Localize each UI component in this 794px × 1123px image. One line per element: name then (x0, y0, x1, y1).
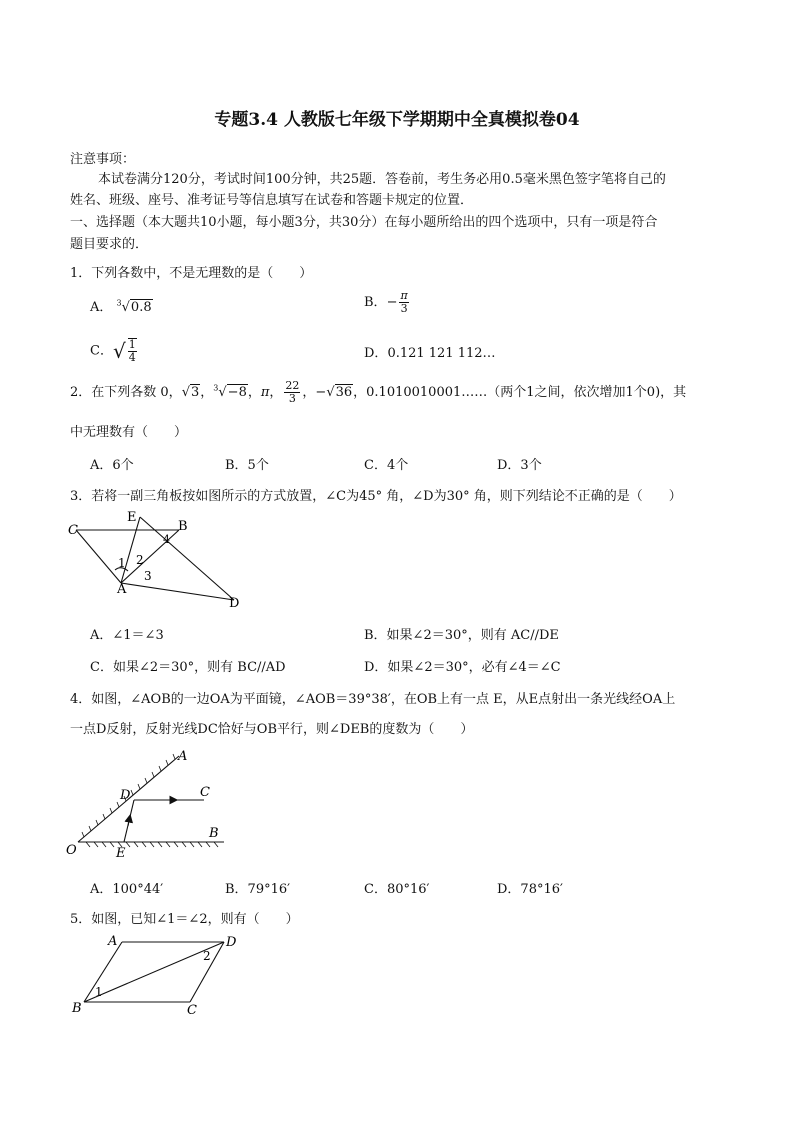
q2-stem-line-1: 2．在下列各数 0，√3，$^3$√−8，π， $\frac{22}{3}$ ，−√36，0.1010010001……（两个1之间，依次增加1个0)，其 (70, 379, 687, 405)
q3-option-d: D．如果∠2＝30°，必有∠4＝∠C (364, 660, 561, 675)
fig4-label-b: B (209, 826, 219, 841)
q2-option-d: D．3个 (497, 458, 542, 473)
notice-line-1: 本试卷满分120分，考试时间100分钟，共25题．答卷前，考生务必用0.5毫米黑色签字笔将自己的 (98, 172, 666, 187)
fig3-angle-4: 4 (163, 533, 170, 546)
fig3-angle-2: 2 (136, 553, 144, 567)
fig3-label-e: E (127, 510, 137, 525)
q2-option-c: C．4个 (364, 458, 409, 473)
q3-option-c: C．如果∠2＝30°，则有 BC//AD (90, 660, 286, 675)
q1-option-c-numerator: 1 (128, 338, 136, 351)
q1-option-b-label: B． (364, 295, 387, 310)
q2-fraction (284, 380, 300, 405)
fig5-label-d: D (226, 935, 237, 950)
q4-option-d: D．78°16′ (497, 882, 563, 897)
q4-mirror-figure (64, 748, 234, 863)
radical-sign: √ (112, 339, 126, 363)
fig4-label-e: E (116, 846, 126, 861)
fig5-label-a: A (108, 934, 118, 949)
q5-stem: 5．如图，已知∠1＝∠2，则有（ ） (70, 912, 299, 927)
section-heading-line-2: 题目要求的． (70, 237, 149, 252)
q2-pi: π (260, 385, 270, 400)
q1-option-a-label: A． (90, 300, 113, 315)
q3-option-a: A．∠1＝∠3 (90, 628, 164, 643)
q1-option-c-fraction (128, 338, 137, 364)
q3-option-b: B．如果∠2＝30°，则有 AC//DE (364, 628, 559, 643)
q4-option-c: C．80°16′ (364, 882, 430, 897)
q1-option-c-denominator: 4 (128, 351, 136, 364)
fig3-angle-1: 1 (118, 556, 126, 570)
q1-option-d (364, 342, 496, 361)
fig3-label-a: A (117, 582, 127, 597)
q3-triangle-figure (66, 508, 256, 613)
q2-option-b: B．5个 (225, 458, 269, 473)
q1-option-d-value: 0.121 121 112… (387, 346, 496, 361)
q2-stem-tail: ，0.1010010001……（两个1之间，依次增加1个0)，其 (353, 385, 687, 400)
notice-heading: 注意事项： (70, 152, 136, 167)
q1-option-b-denominator: 3 (400, 302, 408, 315)
q1-option-c-label: C． (90, 343, 113, 359)
q1-option-b: B．− $\frac{\pi}{3}$ (364, 289, 408, 315)
q2-stem-prefix: 2．在下列各数 0， (70, 385, 182, 400)
q1-stem: 1．下列各数中，不是无理数的是（ ） (70, 266, 313, 281)
q4-stem-line-2: 一点D反射，反射光线DC恰好与OB平行，则∠DEB的度数为（ ） (70, 722, 474, 737)
q1-option-b-numerator: π (400, 289, 408, 302)
notice-line-2: 姓名、班级、座号、准考证号等信息填写在试卷和答题卡规定的位置． (70, 193, 474, 208)
fig3-angle-3: 3 (144, 569, 152, 583)
q1-option-c (90, 338, 139, 364)
q4-option-a: A．100°44′ (90, 882, 164, 897)
q3-stem: 3．若将一副三角板按如图所示的方式放置，∠C为45° 角，∠D为30° 角，则下列结论不正确的是（ ） (70, 489, 682, 504)
q2-cbrt-index: 3 (213, 383, 219, 393)
fig4-label-c: C (200, 785, 210, 800)
fig4-label-o: O (66, 843, 77, 858)
fig3-label-b: B (178, 519, 188, 534)
q1-option-b-fraction (399, 290, 408, 315)
fig4-label-d: D (120, 788, 131, 803)
q4-stem-line-1: 4．如图，∠AOB的一边OA为平面镜，∠AOB＝39°38′，在OB上有一点 E，从E点射出一条光线经OA上 (70, 692, 676, 707)
radical-sign: √ (121, 300, 130, 315)
q1-option-a-index: 3 (116, 298, 122, 308)
fig5-label-b: B (72, 1001, 82, 1015)
q2-fraction-denominator: 3 (288, 392, 296, 405)
q5-parallelogram-figure (66, 930, 246, 1015)
fig3-label-d: D (229, 596, 240, 611)
section-heading-line-1: 一、选择题（本大题共10小题，每小题3分，共30分）在每小题所给出的四个选项中，只有一项是符合 (70, 215, 658, 230)
fig5-label-c: C (187, 1003, 197, 1015)
fig5-angle-2: 2 (203, 949, 211, 963)
q2-cbrt-neg8: −8 (227, 385, 247, 400)
fig3-label-c: C (68, 523, 78, 538)
q1-option-a-radicand: 0.8 (130, 300, 152, 315)
q2-stem-line-2: 中无理数有（ ） (70, 425, 188, 440)
page-title: 专题3.4 人教版七年级下学期期中全真模拟卷04 (214, 110, 580, 130)
q2-fraction-numerator: 22 (285, 379, 300, 392)
q2-option-a: A．6个 (90, 458, 134, 473)
q1-option-d-label: D． (364, 346, 388, 361)
q2-sqrt3: 3 (190, 385, 200, 400)
q4-option-b: B．79°16′ (225, 882, 291, 897)
q1-option-a (90, 296, 153, 315)
fig4-label-a: A (178, 749, 188, 764)
fig5-angle-1: 1 (95, 985, 103, 999)
q2-sqrt36: 36 (335, 385, 353, 400)
